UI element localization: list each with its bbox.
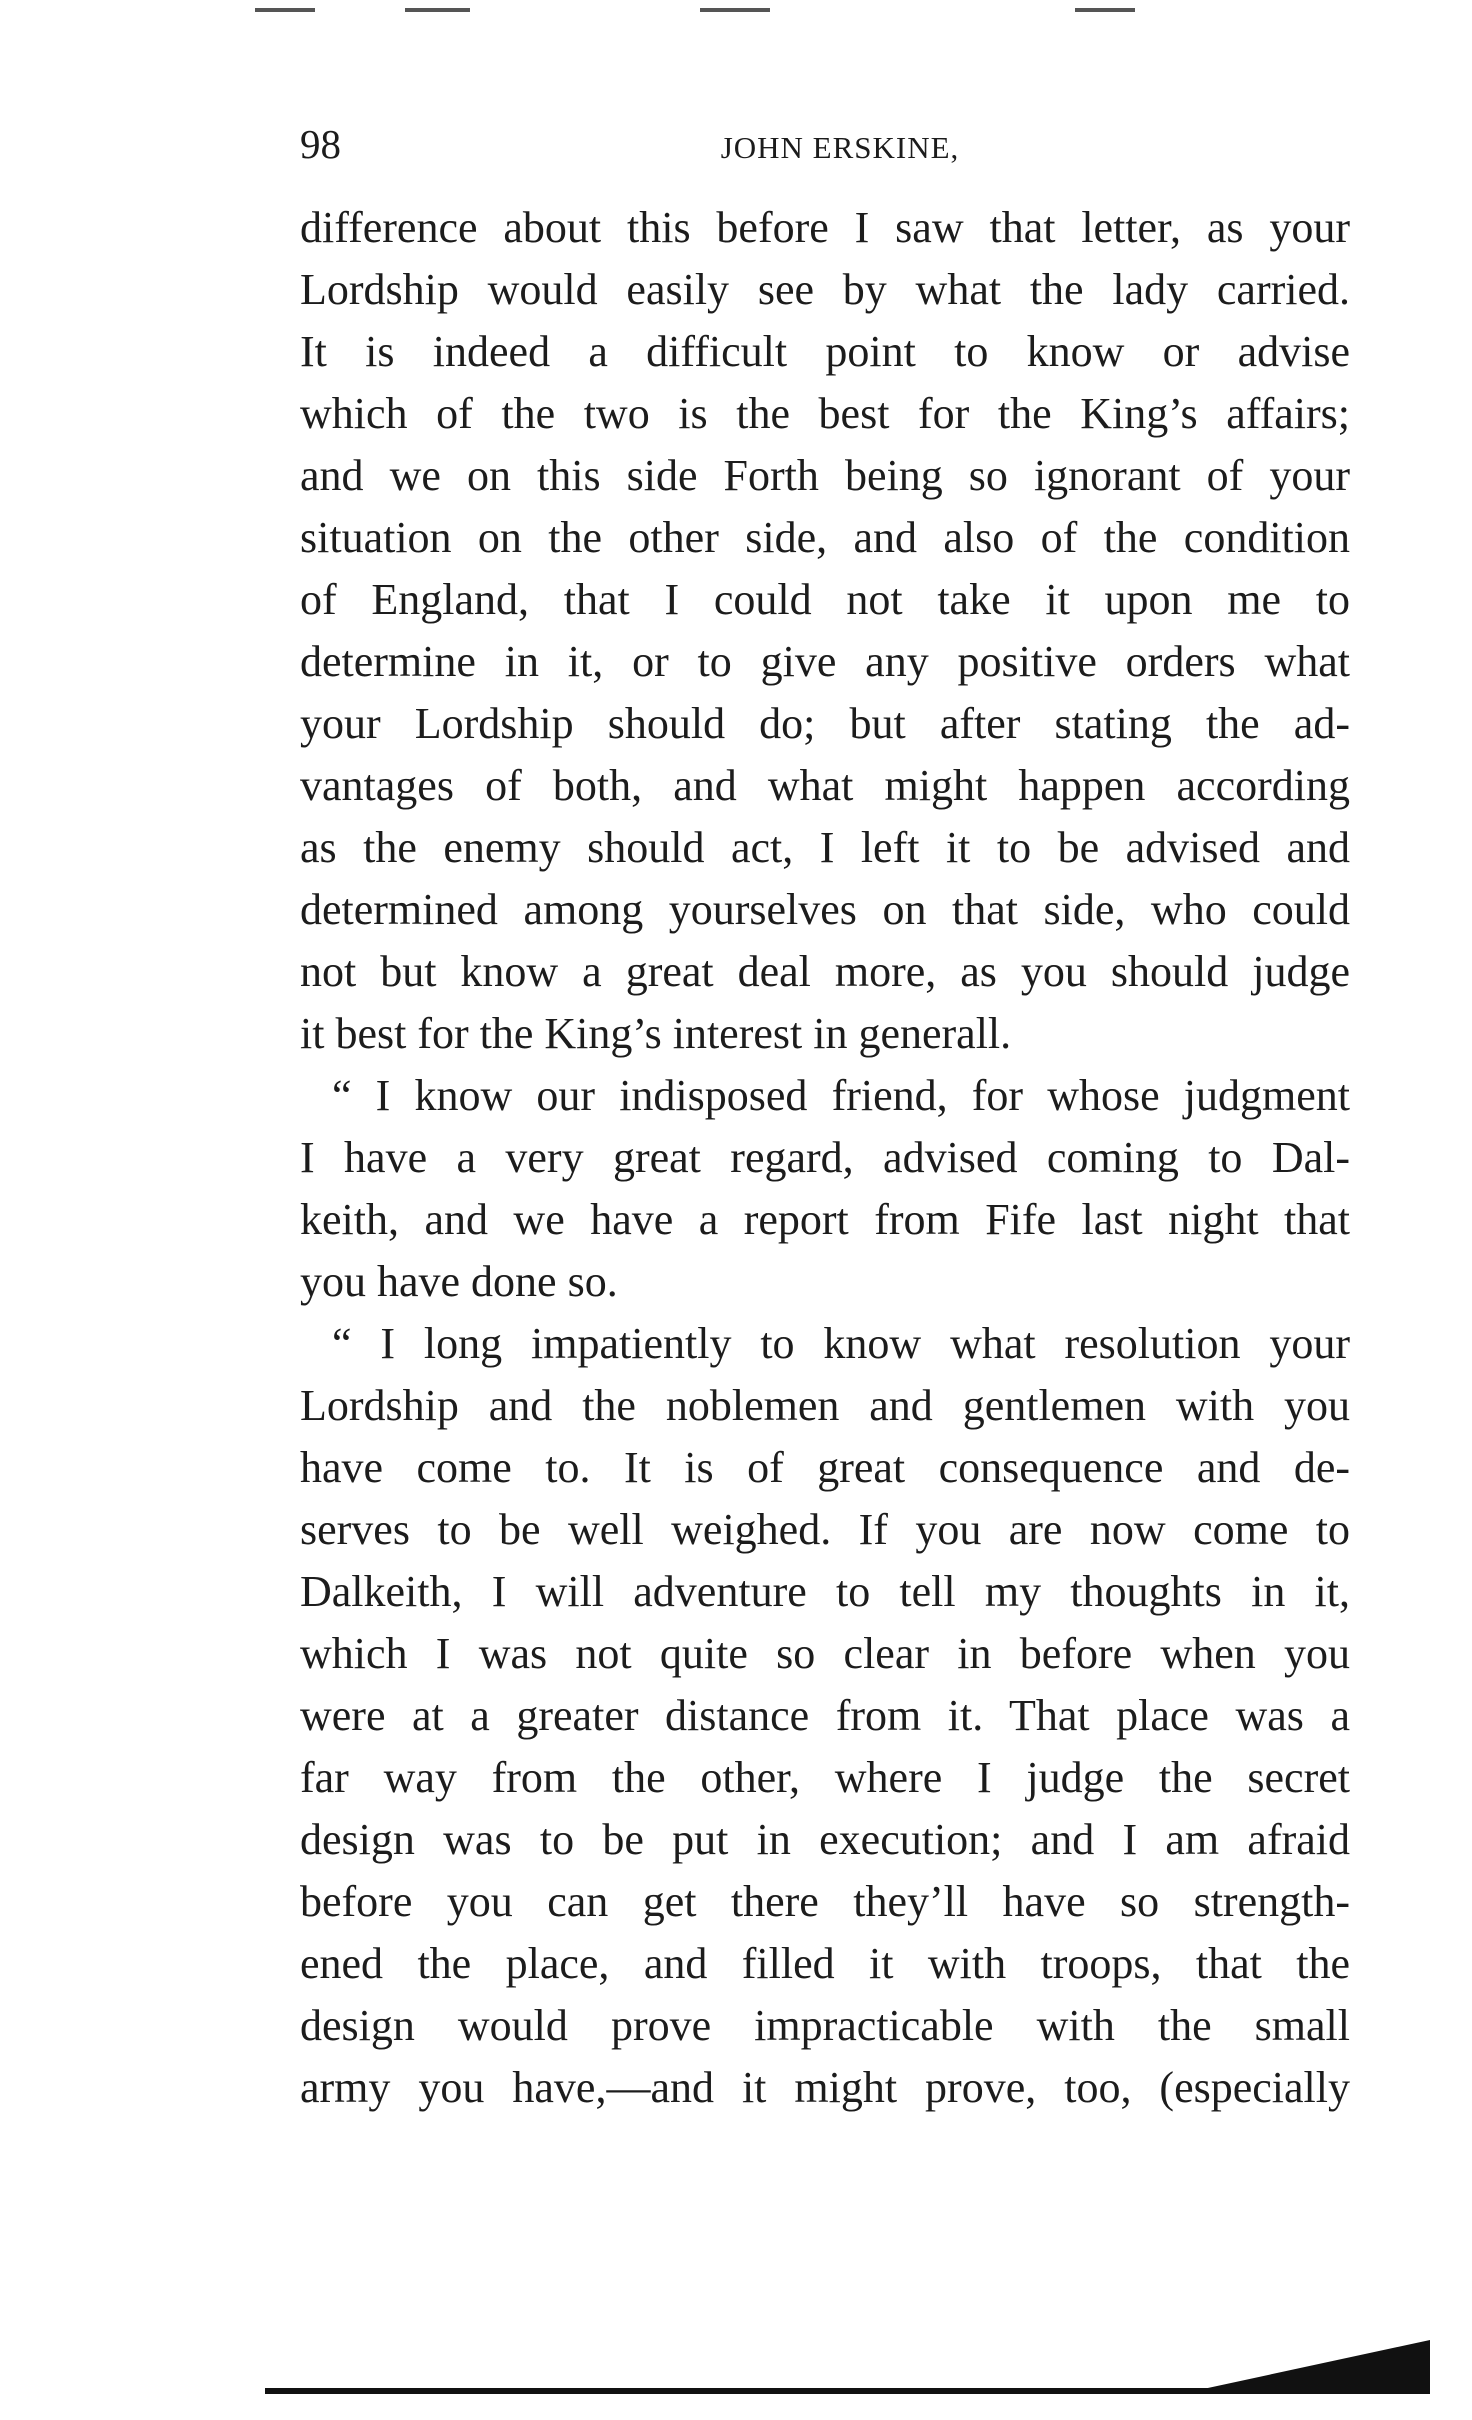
- text-line: as the enemy should act, I left it to be advised and: [300, 823, 1350, 872]
- page-header: [300, 112, 1360, 172]
- text-line: which of the two is the best for the King’s affairs;: [300, 389, 1350, 438]
- text-line: “ I long impatiently to know what resolution your: [332, 1319, 1350, 1368]
- text-line: it best for the King’s interest in generall.: [300, 1009, 1012, 1058]
- text-line: vantages of both, and what might happen according: [300, 761, 1350, 810]
- text-line: determine in it, or to give any positive orders what: [300, 637, 1350, 686]
- text-line: serves to be well weighed. If you are now come to: [300, 1505, 1350, 1554]
- text-line: design would prove impracticable with the small: [300, 2001, 1350, 2050]
- text-line: were at a greater distance from it. That place was a: [300, 1691, 1350, 1740]
- bottom-page-shadow: [1180, 2340, 1430, 2394]
- body-text: [300, 197, 1350, 2119]
- text-line: “ I know our indisposed friend, for whose judgment: [332, 1071, 1350, 1120]
- text-line: determined among yourselves on that side, who could: [300, 885, 1350, 934]
- text-line: Dalkeith, I will adventure to tell my thoughts in it,: [300, 1567, 1350, 1616]
- text-line: Lordship would easily see by what the lady carried.: [300, 265, 1350, 314]
- text-line: of England, that I could not take it upon me to: [300, 575, 1350, 624]
- page-number: 98: [300, 121, 341, 167]
- text-line: situation on the other side, and also of the condition: [300, 513, 1350, 562]
- text-line: your Lordship should do; but after stating the ad-: [300, 699, 1350, 748]
- text-line: and we on this side Forth being so ignorant of your: [300, 451, 1350, 500]
- text-line: you have done so.: [300, 1257, 618, 1306]
- text-line: design was to be put in execution; and I am afraid: [300, 1815, 1350, 1864]
- top-edge-marks: [0, 0, 1472, 30]
- text-line: which I was not quite so clear in before when you: [300, 1629, 1350, 1678]
- text-line: have come to. It is of great consequence and de-: [300, 1443, 1350, 1492]
- text-line: Lordship and the noblemen and gentlemen with you: [300, 1381, 1350, 1430]
- text-line: It is indeed a difficult point to know or advise: [300, 327, 1350, 376]
- running-head: JOHN ERSKINE,: [720, 130, 960, 165]
- text-line: I have a very great regard, advised coming to Dal-: [300, 1133, 1350, 1182]
- text-line: army you have,—and it might prove, too, (especially: [300, 2063, 1350, 2112]
- text-line: difference about this before I saw that letter, as your: [300, 203, 1350, 252]
- text-line: keith, and we have a report from Fife last night that: [300, 1195, 1350, 1244]
- bottom-page-edge: [265, 2388, 1425, 2394]
- text-line: before you can get there they’ll have so strength-: [300, 1877, 1350, 1926]
- text-line: ened the place, and filled it with troops, that the: [300, 1939, 1350, 1988]
- text-line: far way from the other, where I judge the secret: [300, 1753, 1350, 1802]
- text-line: not but know a great deal more, as you should judge: [300, 947, 1350, 996]
